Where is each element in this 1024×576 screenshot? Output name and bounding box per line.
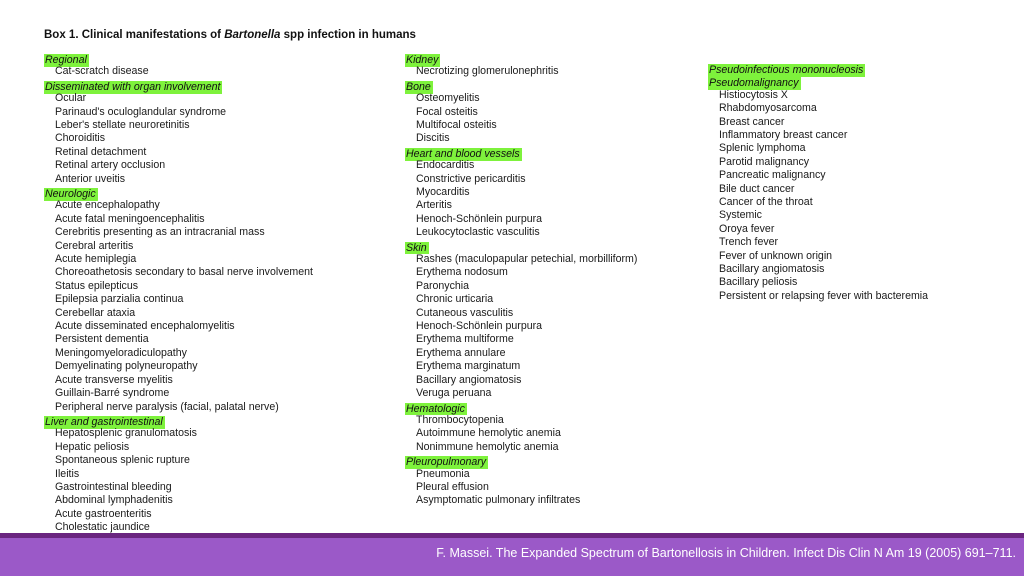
- category-section: [44, 52, 394, 79]
- manifestation-item: Bacillary angiomatosis: [416, 373, 522, 386]
- category-section: [708, 62, 1008, 75]
- manifestation-item: Constrictive pericarditis: [416, 172, 526, 185]
- manifestation-item: Inflammatory breast cancer: [719, 129, 848, 141]
- manifestation-item: Discitis: [416, 132, 450, 145]
- manifestation-item: Gastrointestinal bleeding: [55, 480, 172, 493]
- category-header: Heart and blood vessels: [406, 147, 520, 160]
- category-header: Pseudoinfectious mononucleosis: [709, 64, 864, 76]
- manifestation-item: Parotid malignancy: [719, 155, 810, 168]
- manifestation-item: Myocarditis: [416, 186, 470, 199]
- manifestation-item: Persistent or relapsing fever with bacteremia: [719, 289, 929, 302]
- manifestation-item: Systemic: [719, 209, 762, 222]
- category-header: Liver and gastrointestinal: [45, 415, 163, 428]
- box-title: [44, 29, 416, 41]
- manifestation-item: Meningomyeloradiculopathy: [55, 346, 187, 359]
- manifestation-item: Acute hemiplegia: [55, 253, 137, 266]
- manifestation-item: Leukocytoclastic vasculitis: [416, 226, 540, 239]
- manifestation-item: Pleural effusion: [416, 480, 489, 493]
- category-section: [405, 146, 705, 240]
- category-section: [405, 240, 705, 401]
- manifestation-item: Choreoathetosis secondary to basal nerve involvement: [55, 266, 313, 279]
- category-section: [708, 75, 1008, 303]
- manifestation-item: Multifocal osteitis: [416, 119, 497, 131]
- manifestation-item: Hepatosplenic granulomatosis: [55, 427, 197, 440]
- manifestation-item: Cholestatic jaundice: [55, 521, 150, 534]
- manifestation-item: Nonimmune hemolytic anemia: [416, 440, 559, 453]
- manifestation-item: Acute disseminated encephalomyelitis: [55, 320, 235, 333]
- manifestation-item: Pancreatic malignancy: [719, 169, 826, 182]
- manifestation-item: Asymptomatic pulmonary infiltrates: [416, 494, 581, 507]
- category-section: [405, 79, 705, 146]
- manifestation-item: Erythema nodosum: [416, 266, 508, 279]
- box-title-suffix: spp infection in humans: [280, 29, 416, 41]
- category-section: [44, 186, 394, 414]
- manifestation-item: Ocular: [55, 92, 87, 105]
- manifestation-item: Retinal artery occlusion: [55, 159, 166, 172]
- manifestation-item: Leber's stellate neuroretinitis: [55, 119, 190, 131]
- box-title-prefix: Box 1. Clinical manifestations of: [44, 29, 225, 41]
- manifestation-item: Splenic lymphoma: [719, 142, 806, 155]
- category-header: Pseudomalignancy: [709, 77, 799, 90]
- manifestation-item: Erythema multiforme: [416, 333, 514, 346]
- manifestation-item: Osteomyelitis: [416, 92, 480, 105]
- manifestation-item: Guillain-Barré syndrome: [55, 387, 170, 400]
- manifestation-item: Oroya fever: [719, 222, 775, 235]
- manifestation-item: Focal osteitis: [416, 105, 478, 118]
- manifestation-item: Hepatic peliosis: [55, 440, 130, 453]
- manifestation-item: Necrotizing glomerulonephritis: [416, 65, 559, 78]
- manifestation-item: Retinal detachment: [55, 145, 147, 158]
- manifestation-item: Bile duct cancer: [719, 182, 795, 195]
- manifestation-item: Endocarditis: [416, 159, 475, 172]
- manifestation-item: Pneumonia: [416, 467, 470, 480]
- manifestation-item: Ileitis: [55, 467, 80, 480]
- manifestation-item: Epilepsia parzialia continua: [55, 293, 184, 306]
- manifestation-item: Status epilepticus: [55, 279, 139, 292]
- category-header: Bone: [406, 80, 431, 93]
- manifestation-item: Spontaneous splenic rupture: [55, 454, 190, 467]
- category-section: [44, 79, 394, 186]
- manifestation-item: Abdominal lymphadenitis: [55, 494, 173, 507]
- manifestation-item: Rashes (maculopapular petechial, morbilliform): [416, 253, 638, 266]
- column-1: [44, 52, 394, 535]
- category-header: Neurologic: [45, 188, 96, 201]
- manifestation-item: Veruga peruana: [416, 387, 492, 400]
- manifestation-item: Cutaneous vasculitis: [416, 306, 514, 319]
- manifestation-item: Cat-scratch disease: [55, 65, 149, 78]
- category-header: Pleuropulmonary: [406, 456, 487, 469]
- manifestation-item: Erythema marginatum: [416, 360, 521, 373]
- manifestation-item: Bacillary angiomatosis: [719, 263, 825, 276]
- category-header: Disseminated with organ involvement: [45, 80, 221, 93]
- manifestation-item: Cerebritis presenting as an intracranial mass: [55, 226, 265, 239]
- manifestation-item: Demyelinating polyneuropathy: [55, 360, 198, 373]
- category-section: [44, 414, 394, 535]
- manifestation-item: Persistent dementia: [55, 333, 149, 346]
- category-header: Regional: [45, 54, 87, 66]
- manifestation-item: Peripheral nerve paralysis (facial, palatal nerve): [55, 400, 279, 413]
- manifestation-item: Erythema annulare: [416, 346, 506, 359]
- category-section: [405, 52, 705, 79]
- manifestation-item: Arteritis: [416, 199, 452, 212]
- column-3: [708, 62, 1008, 303]
- category-section: [405, 454, 705, 508]
- manifestation-item: Fever of unknown origin: [719, 249, 833, 262]
- manifestation-item: Acute gastroenteritis: [55, 507, 152, 520]
- manifestation-item: Parinaud's oculoglandular syndrome: [55, 105, 227, 118]
- manifestation-item: Thrombocytopenia: [416, 413, 504, 426]
- citation: F. Massei. The Expanded Spectrum of Bartonellosis in Children. Infect Dis Clin N Am 19 (2005) 691–711.: [436, 546, 1016, 560]
- manifestation-item: Anterior uveitis: [55, 172, 126, 185]
- box-title-genus: Bartonella: [224, 29, 281, 41]
- category-header: Kidney: [406, 54, 439, 66]
- manifestation-item: Henoch-Schönlein purpura: [416, 212, 543, 225]
- manifestation-item: Bacillary peliosis: [719, 276, 798, 289]
- manifestation-item: Rhabdomyosarcoma: [719, 102, 817, 115]
- category-header: Hematologic: [406, 402, 465, 415]
- manifestation-item: Henoch-Schönlein purpura: [416, 320, 543, 333]
- column-2: [405, 52, 705, 508]
- manifestation-item: Cerebellar ataxia: [55, 306, 136, 319]
- manifestation-item: Chronic urticaria: [416, 293, 494, 306]
- manifestation-item: Cerebral arteritis: [55, 239, 134, 252]
- manifestation-item: Autoimmune hemolytic anemia: [416, 427, 561, 440]
- category-section: [405, 401, 705, 455]
- manifestation-item: Breast cancer: [719, 115, 785, 128]
- manifestation-item: Cancer of the throat: [719, 196, 813, 209]
- manifestation-item: Trench fever: [719, 236, 779, 249]
- category-header: Skin: [406, 241, 427, 254]
- manifestation-item: Choroiditis: [55, 132, 106, 145]
- manifestation-item: Acute fatal meningoencephalitis: [55, 212, 205, 225]
- manifestation-item: Histiocytosis X: [719, 88, 788, 101]
- manifestation-item: Acute transverse myelitis: [55, 373, 173, 386]
- manifestation-item: Paronychia: [416, 279, 469, 292]
- manifestation-item: Acute encephalopathy: [55, 199, 160, 212]
